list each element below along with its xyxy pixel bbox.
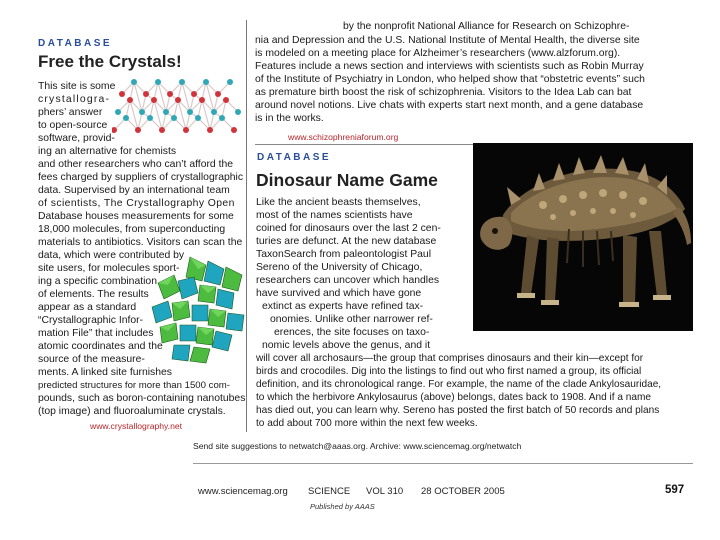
footer-date: 28 OCTOBER 2005 [421,486,505,497]
crystals-line: data. Supervised by an international team [38,185,230,196]
crystals-line: of elements. The results [38,289,149,300]
crystals-line: fees charged by suppliers of crystallographic [38,172,244,183]
crystals-line: Database houses measurements for some [38,211,234,222]
dinosaur-line: to add about 700 more within the next few weeks. [256,418,478,429]
crystals-line: crystallogra- [38,94,111,105]
crystals-section-label: DATABASE [38,38,113,49]
crystals-line: atomic coordinates and the [38,341,163,352]
column-divider [246,20,247,432]
crystals-line: materials to antibiotics. Visitors can scan the [38,237,243,248]
crystals-line: (top image) and fluoroaluminate crystals. [38,406,226,417]
dinosaur-line: coined for dinosaurs over the last 2 cen- [256,223,441,234]
crystals-line: phers’ answer [38,107,103,118]
dinosaur-section-label: DATABASE [257,152,332,163]
article-line: by the nonprofit National Alliance for Research on Schizophre- [343,21,630,32]
dinosaur-line: has died out, you can learn why. Sereno has posted the first batch of 50 records and plans [256,405,660,416]
dinosaur-line: Like the ancient beasts themselves, [256,197,421,208]
dinosaur-line: Sereno of the University of Chicago, [256,262,423,273]
crystals-line: data, which were contributed by [38,250,185,261]
crystals-line: This site is some [38,81,116,92]
dinosaur-line: turies are defunct. At the new database [256,236,437,247]
fluoroaluminate-crystal-image [150,255,248,365]
dinosaur-line: researchers can uncover which handles [256,275,440,286]
crystals-line: ing a specific combination [38,276,157,287]
crystallography-url-link[interactable]: www.crystallography.net [90,421,183,431]
dinosaur-headline: Dinosaur Name Game [256,170,438,190]
crystals-line: pounds, such as boron-containing nanotubes [38,393,246,404]
footer-volume: VOL 310 [366,486,404,497]
crystals-line: software, provid- [38,133,115,144]
crystals-line: site users, for molecules sport- [38,263,180,274]
crystals-line: appear as a standard [38,302,137,313]
dinosaur-line: extinct as experts have refined tax- [262,301,424,312]
crystals-line: to open-source [38,120,108,131]
article-line: around novel notions. Live chats with experts start next month, and a gene database [255,100,644,111]
crystals-line: 18,000 molecules, from superconducting [38,224,226,235]
footer-rule [193,463,693,464]
nanotube-molecule-image [112,78,242,146]
crystals-headline: Free the Crystals! [38,52,182,71]
crystals-line: and other researchers who can’t afford the [38,159,234,170]
dinosaur-line: to which the herbivore Ankylosaurus (above) belongs, dates back to 1908. And if a name [256,392,652,403]
article-line: is modeled on a meeting place for Alzheimer’s researchers (www.alzforum.org). [255,48,621,59]
publisher-note: Published by AAAS [310,502,375,511]
dinosaur-line: most of the names scientists have [256,210,413,221]
crystals-line: ments. A linked site furnishes [38,367,172,378]
ankylosaurus-skeleton-photo [473,143,693,331]
crystals-line: mation File” that includes [38,328,154,339]
article-line: as premature birth boost the risk of schizophrenia. Visitors to the Idea Lab can bat [255,87,632,98]
dinosaur-line: definition, and its chronological range. For example, the name of the clade Ankylosauridae, [256,379,662,390]
footer-journal: SCIENCE [308,486,351,497]
footer-website: www.sciencemag.org [198,486,288,497]
schizophrenia-url-link[interactable]: www.schizophreniaforum.org [288,132,399,142]
dinosaur-line: will cover all archosaurs—the group that comprises dinosaurs and their kin—except for [256,353,644,364]
article-line: of the Institute of Psychiatry in London, who helped show that “obstetric events” such [255,74,645,85]
article-line: Features include a news section and interviews with scientists such as Robin Murray [255,61,644,72]
crystals-line: predicted structures for more than 1500 com- [38,380,230,391]
dinosaur-line: erences, the site focuses on taxo- [274,327,430,338]
article-line: is in the works. [255,113,324,124]
crystals-line: source of the measure- [38,354,145,365]
page-number: 597 [665,484,685,496]
crystals-line: of scientists, The Crystallography Open [38,198,235,209]
crystals-line: “Crystallographic Infor- [38,315,144,326]
article-line: nia and Depression and the U.S. National Institute of Mental Health, the diverse site [255,35,640,46]
suggestions-note: Send site suggestions to netwatch@aaas.org. Archive: www.sciencemag.org/netwatch [193,441,522,451]
dinosaur-line: birds and crocodiles. Dig into the listings to find out who first named a group, its official [256,366,642,377]
dinosaur-line: have survived and which have gone [256,288,422,299]
crystals-line: ing an alternative for chemists [38,146,177,157]
dinosaur-line: TaxonSearch from paleontologist Paul [256,249,432,260]
dinosaur-line: nomic levels above the genus, and it [262,340,431,351]
dinosaur-line: onomies. Unlike other narrower ref- [270,314,433,325]
